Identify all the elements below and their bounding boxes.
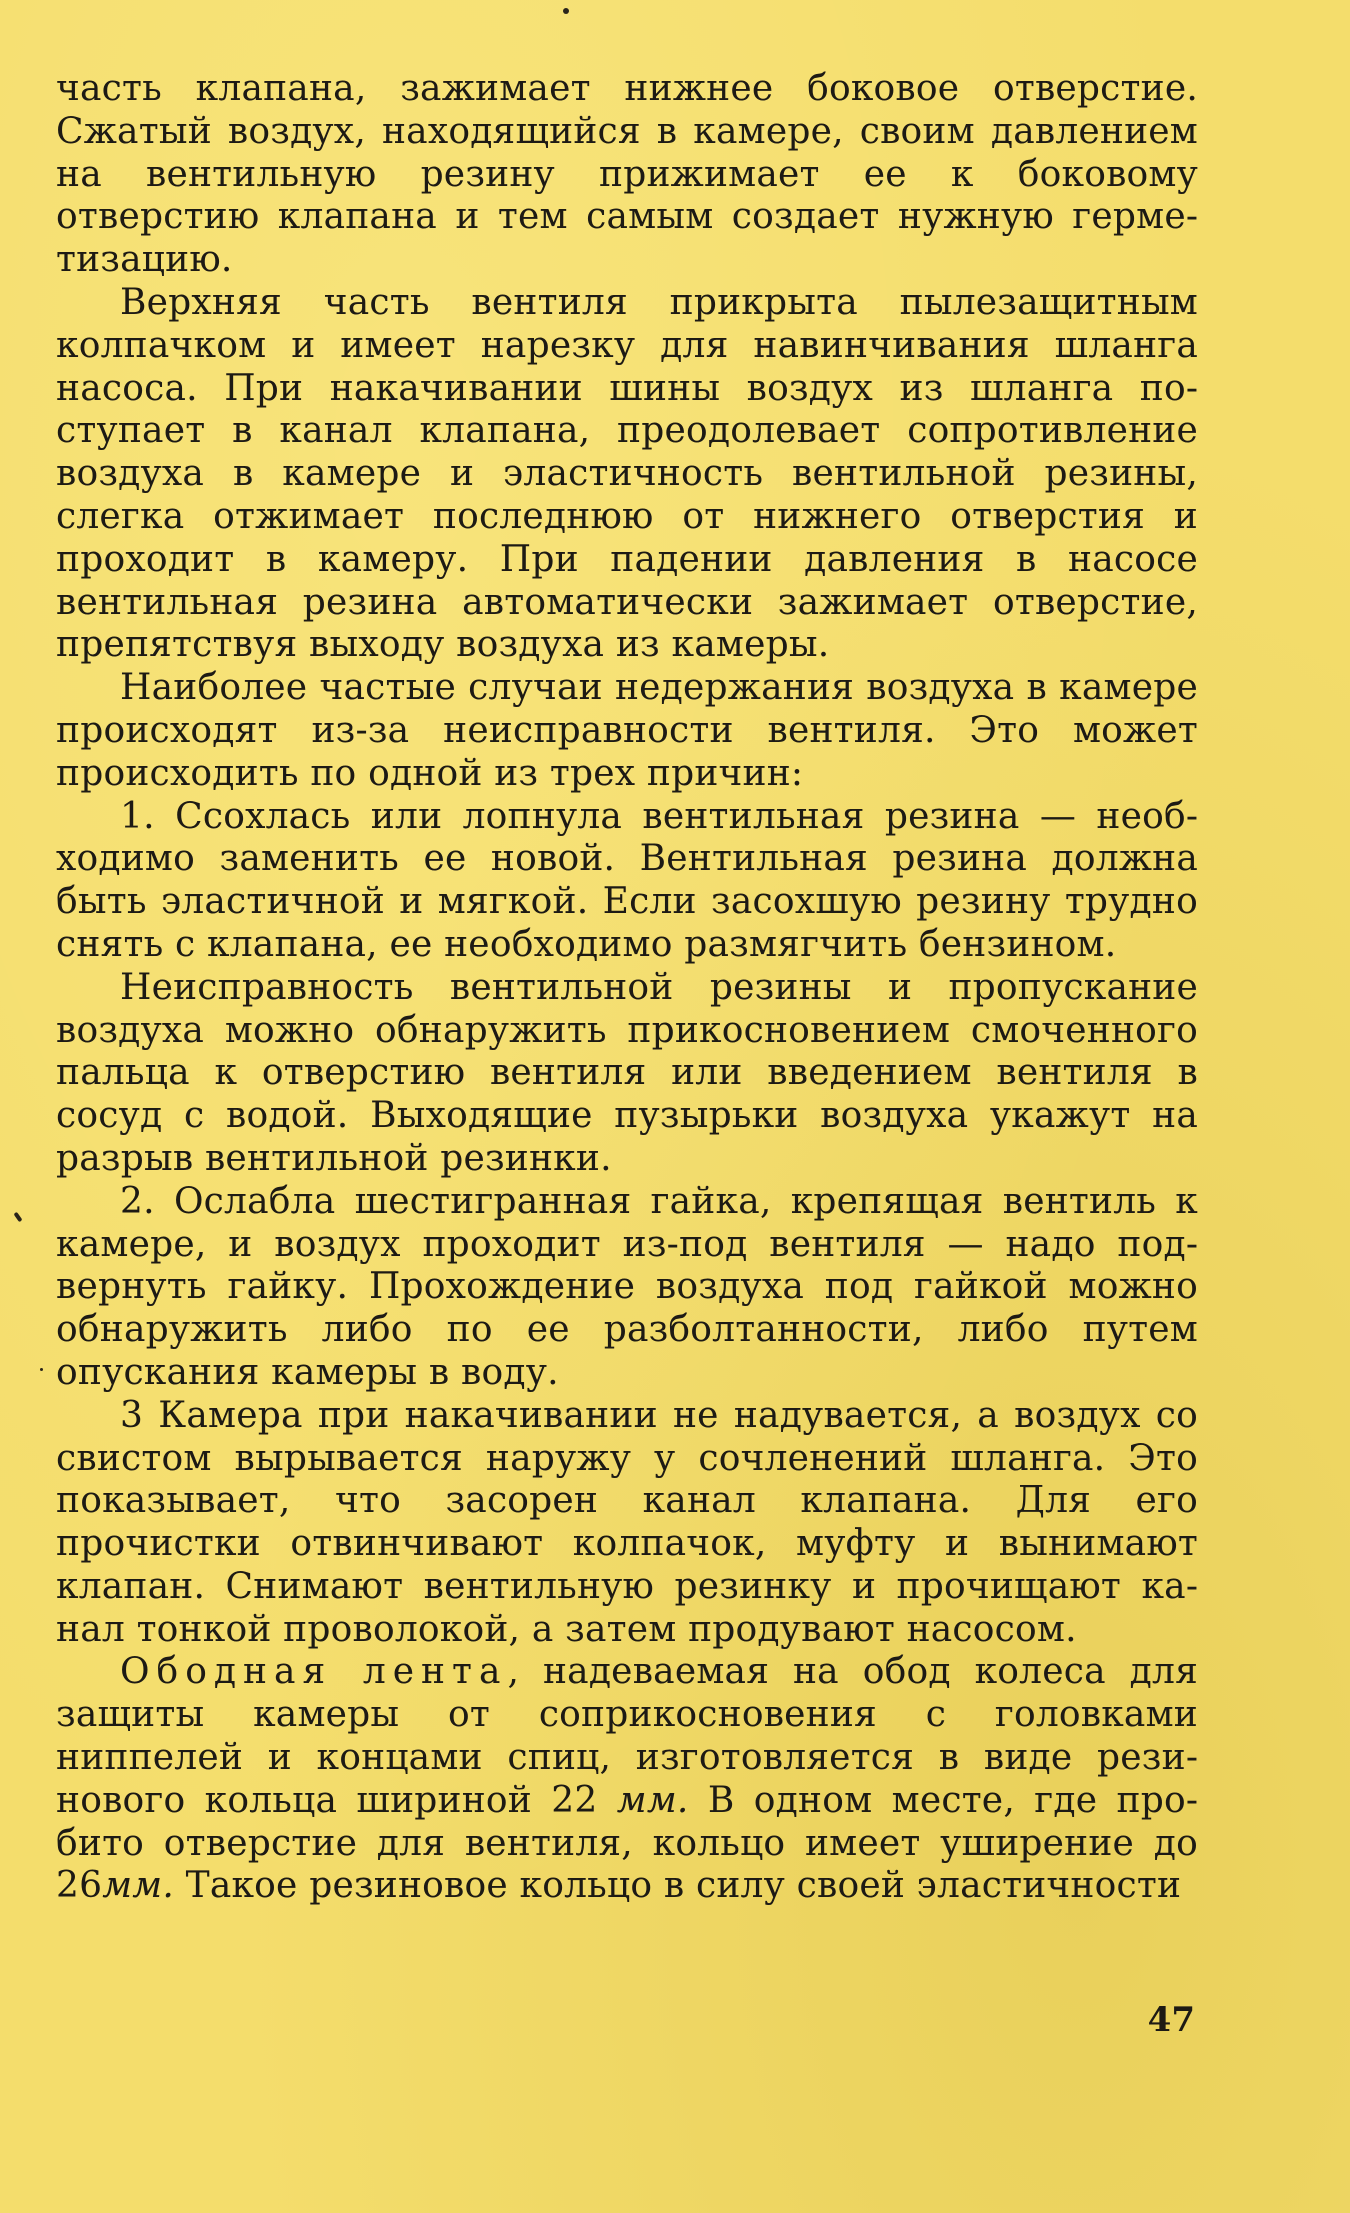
paragraph-4: 1. Ссохлась или лопнула вентильная резина — необходимо заменить ее новой. Вентильная резина должна быть эластичной и мягкой. Если засохшую резину трудно снять с клапана, ее необходимо размягчить бензином. [56, 795, 1198, 965]
paragraph-5: Неисправность вентильной резины и пропускание воздуха можно обнаружить прикосновением смоченного пальца к отверстию вентиля или введением вентиля в сосуд с водой. Выходящие пузырьки воздуха укажут на разрыв вентильной резинки. [56, 966, 1198, 1179]
unit-mm-2: мм. [102, 1865, 174, 1907]
page-number: 47 [1147, 2000, 1195, 2040]
spaced-term: Ободная лента [120, 1651, 508, 1693]
paragraph-8-text-2: В одном месте, где пробито отверстие для вентиля, кольцо имеет уширение до 26 [56, 1779, 1198, 1907]
paragraph-8-text-3: Такое резиновое кольцо в силу своей эластичности [173, 1865, 1182, 1907]
paragraph-1: часть клапана, зажимает нижнее боковое отверстие. Сжатый воздух, находящийся в камере, своим давлением на вентильную резину прижимает ее к боковому отверстию клапана и тем самым создает нужную герметизацию. [56, 68, 1198, 281]
paragraph-8-text-1: , надеваемая на обод колеса для защиты камеры от соприкосновения с головками ниппелей и концами спиц, изготовляется в виде резинового кольца шириной 22 [56, 1651, 1198, 1821]
paragraph-7: 3 Камера при накачивании не надувается, а воздух со свистом вырывается наружу у сочленений шланга. Это показывает, что засорен канал клапана. Для его прочистки отвинчивают колпачок, муфту и вынимают клапан. Снимают вентильную резинку и прочищают канал тонкой проволокой, а затем продувают насосом. [56, 1394, 1198, 1650]
print-speck-left-2 [40, 1368, 43, 1371]
paragraph-8 [56, 1651, 1198, 1908]
unit-mm-1: мм. [616, 1779, 689, 1821]
print-speck-top [563, 8, 569, 14]
paragraph-2: Верхняя часть вентиля прикрыта пылезащитным колпачком и имеет нарезку для навинчивания шланга насоса. При накачивании шины воздух из шланга поступает в канал клапана, преодолевает сопротивление воздуха в камере и эластичность вентильной резины, слегка отжимает последнюю от нижнего отверстия и проходит в камеру. При падении давления в насосе вентильная резина автоматически зажимает отверстие, препятствуя выходу воздуха из камеры. [56, 281, 1198, 666]
print-speck-left [13, 1212, 22, 1222]
paragraph-3: Наиболее частые случаи недержания воздуха в камере происходят из-за неисправности вентиля. Это может происходить по одной из трех причин: [56, 667, 1198, 794]
paragraph-6: 2. Ослабла шестигранная гайка, крепящая вентиль к камере, и воздух проходит из-под вентиля — надо подвернуть гайку. Прохождение воздуха под гайкой можно обнаружить либо по ее разболтанности, либо путем опускания камеры в воду. [56, 1180, 1198, 1393]
book-page-text [56, 68, 1198, 1908]
